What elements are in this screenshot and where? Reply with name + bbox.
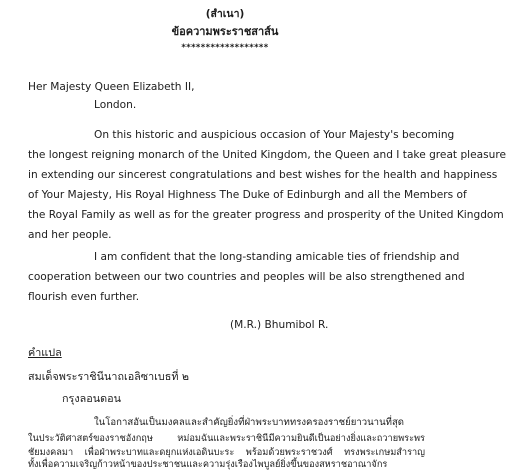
para2-line: I am confident that the long-standing amicable ties of friendship and [94,251,460,263]
translation-para-line: ในโอกาสอันเป็นมงคลและสำคัญยิ่งที่ฝ่าพระบาททรงครองราชย์ยาวนานที่สุด [94,417,405,428]
translation-para-line: ทั้งเพื่อความเจริญก้าวหน้าของประชาชนและความรุ่งเรืองไพบูลย์ยิ่งขึ้นของสหราชอาณาจักร [28,459,388,470]
para1-line: On this historic and auspicious occasion of Your Majesty's becoming [94,129,455,141]
para1-line: of Your Majesty, His Royal Highness The Duke of Edinburgh and all the Members of [28,189,467,201]
translation-heading: คำแปล [28,346,62,359]
translation-addressee-line-1: สมเด็จพระราชินีนาถเอลิซาเบธที่ ๒ [28,370,189,383]
translation-addressee-line-2: กรุงลอนดอน [62,392,121,405]
para2-line: flourish even further. [28,291,140,303]
copy-label: (สำเนา) [205,8,245,20]
translation-para-line: ในประวัติศาสตร์ของราชอังกฤษ หม่อมฉันและพระราชินีมีความยินดีเป็นอย่างยิ่งและถวายพระพร [28,433,425,444]
addressee-line-2: London. [94,99,137,111]
para1-line: the longest reigning monarch of the United Kingdom, the Queen and I take great pleasure [28,149,506,161]
translation-para-line: ชัยมงคลมา เพื่อฝ่าพระบาทและดยุกแห่งเอดินบะระ พร้อมด้วยพระราชวงศ์ ทรงพระเกษมสำราญ [28,447,425,458]
para1-line: the Royal Family as well as for the greater progress and prosperity of the United Kingdom [28,209,504,221]
para2-line: cooperation between our two countries and peoples will be also strengthened and [28,271,465,283]
title-divider-stars: ****************** [181,43,269,53]
document-title: ข้อความพระราชสาส์น [171,25,279,38]
signature: (M.R.) Bhumibol R. [230,319,329,331]
para1-line: in extending our sincerest congratulations and best wishes for the health and happiness [28,169,498,181]
para1-line: and her people. [28,229,112,241]
addressee-line-1: Her Majesty Queen Elizabeth II, [28,81,195,93]
